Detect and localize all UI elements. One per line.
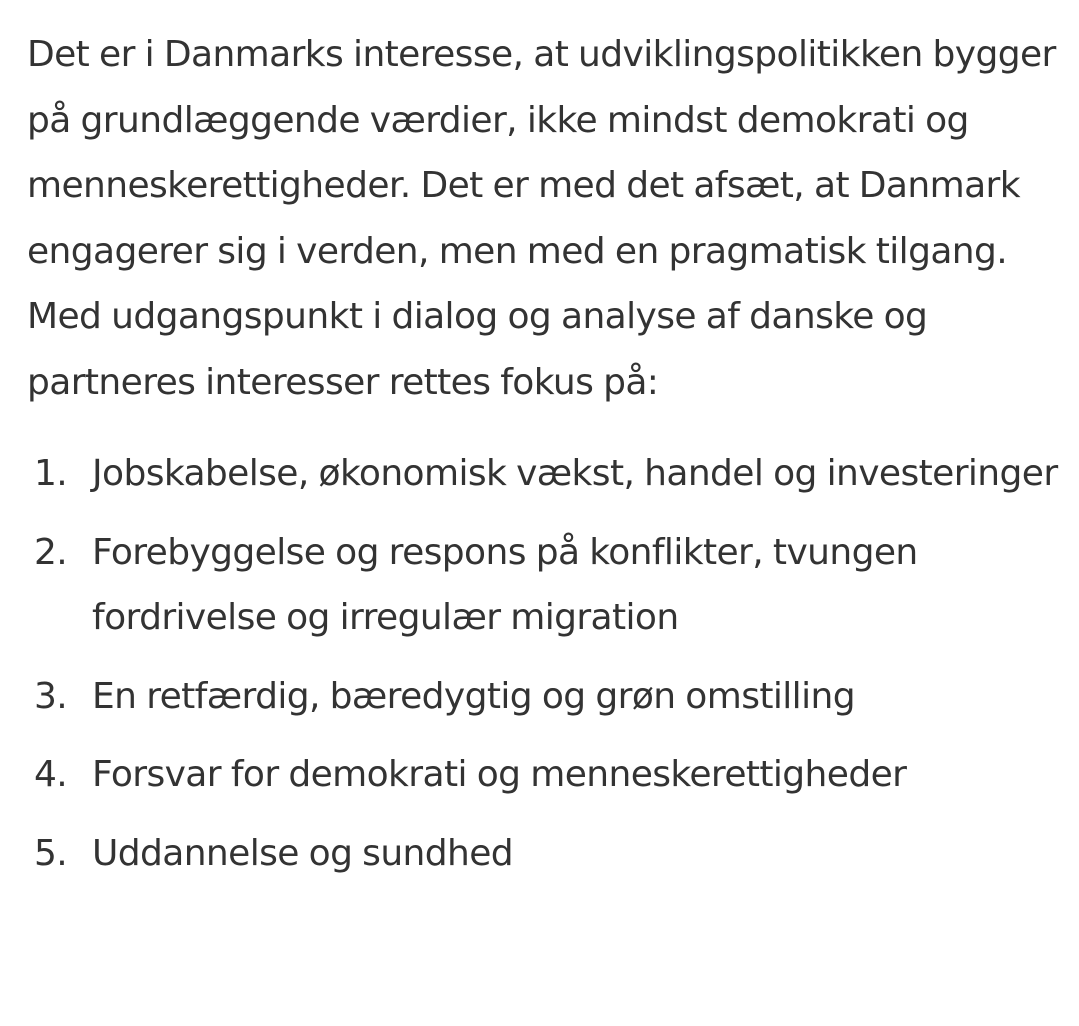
intro-paragraph: Det er i Danmarks interesse, at udviklingspolitikken bygger på grundlæggende værdier, ikke mindst demokrati og menneskerettigheder. Det er med det afsæt, at Danmark engagerer sig i verden, men med en pragmatisk tilgang. Med udgangspunkt i dialog og analyse af danske og partneres interesser rettes fokus på: (27, 34, 1056, 403)
list-item-text: Uddannelse og sundhed (92, 832, 514, 874)
list-item-text: Jobskabelse, økonomisk vækst, handel og investeringer (92, 453, 1058, 494)
list-item (27, 742, 1067, 808)
list-item-number: 3. (34, 675, 68, 717)
list-item-number: 2. (34, 531, 68, 573)
list-item-number: 4. (34, 754, 68, 795)
focus-list (27, 441, 1067, 886)
list-item-number: 5. (34, 832, 68, 874)
list-item (27, 821, 1067, 887)
list-item-number: 1. (34, 453, 68, 494)
list-item (27, 664, 1067, 730)
list-item (27, 441, 1067, 507)
list-item-text: Forebyggelse og respons på konflikter, tvungen fordrivelse og irregulær migration (92, 531, 918, 638)
list-item-text: Forsvar for demokrati og menneskerettigheder (92, 754, 907, 795)
list-item-text: En retfærdig, bæredygtig og grøn omstilling (92, 675, 855, 717)
list-item (27, 520, 1067, 651)
